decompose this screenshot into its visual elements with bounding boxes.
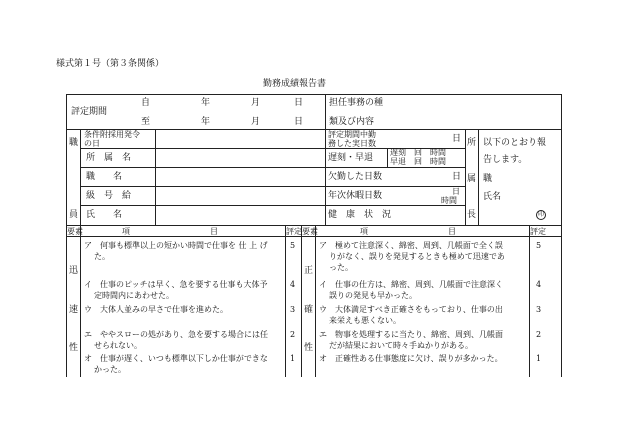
speed-score-d: 2 <box>290 330 296 339</box>
form-id: 様式第１号（第３条関係） <box>56 59 165 69</box>
month-label: 月 <box>251 98 261 108</box>
unit-day: 日 <box>452 134 462 144</box>
work-days-label: 務した実日数 <box>328 139 376 148</box>
accuracy-score-d: 2 <box>536 330 542 339</box>
late-count: 遅刻 回 時間 <box>390 148 446 157</box>
department-label: 所 属 名 <box>86 153 132 163</box>
period-label: 評定期間 <box>71 107 108 117</box>
speed-item-a: ア 何事も標準以上の短かい時間で仕事を 仕 上 げ <box>84 241 268 250</box>
header-element: 要素 <box>302 227 318 236</box>
speed-score-b: 4 <box>290 280 296 289</box>
element-speed-2: 速 <box>69 305 79 315</box>
element-accuracy-3: 性 <box>304 343 314 353</box>
unit-day: 日 <box>452 172 462 182</box>
seal-icon: 印 <box>537 211 544 218</box>
late-early-label: 遅刻・早退 <box>328 153 374 163</box>
element-accuracy-2: 確 <box>304 305 314 315</box>
speed-score-e: 1 <box>290 354 296 363</box>
speed-item-d: エ ややスローの処があり、急を要する場合には任 <box>84 330 268 339</box>
report-text: 告します。 <box>483 155 528 165</box>
to-label: 至 <box>141 117 151 127</box>
report-text: 以下のとおり報 <box>483 138 547 148</box>
position-label: 職 名 <box>86 172 123 182</box>
appointment-date-label: 条件附採用発令 <box>84 130 140 139</box>
unit-hour: 時間 <box>441 196 457 205</box>
header-element: 要素 <box>67 227 83 236</box>
side-label-in: 員 <box>69 210 79 220</box>
accuracy-item-b: 誤りの発見も早かった。 <box>329 291 417 300</box>
speed-score-a: 5 <box>290 241 296 250</box>
side-label-zoku: 属 <box>467 174 477 184</box>
accuracy-score-b: 4 <box>536 280 542 289</box>
header-item: 項 目 <box>122 227 218 236</box>
accuracy-score-c: 3 <box>536 305 542 314</box>
accuracy-item-a: った。 <box>329 263 353 272</box>
element-speed-3: 性 <box>69 343 79 353</box>
speed-item-c: ウ 大体人並みの早さで仕事を進めた。 <box>84 305 228 314</box>
day-label: 日 <box>294 117 304 127</box>
from-label: 自 <box>141 98 151 108</box>
accuracy-item-d: エ 物事を処理するに当たり、綿密、周到、几帳面 <box>319 330 503 339</box>
year-label: 年 <box>201 98 211 108</box>
speed-item-b: イ 仕事のピッチは早く、急を要する仕事も大体予 <box>84 280 268 289</box>
duty-label: 担任事務の種 <box>329 98 384 108</box>
header-item: 項 目 <box>360 227 456 236</box>
element-speed-1: 迅 <box>69 266 79 276</box>
unit-day: 日 <box>452 187 460 196</box>
leave-label: 年次休暇日数 <box>328 191 383 201</box>
page-title: 勤務成績報告書 <box>263 79 327 89</box>
accuracy-score-e: 1 <box>536 354 542 363</box>
accuracy-item-d: だが結果において時々手ぬかりがある。 <box>329 341 473 350</box>
accuracy-item-c: ウ 大体満足すべき正確さをもっており、仕事の出 <box>319 305 503 314</box>
accuracy-item-b: イ 仕事の仕方は、綿密、周到、几帳面で注意深く <box>319 280 503 289</box>
speed-item-d: せられない。 <box>94 341 142 350</box>
health-label: 健 康 状 況 <box>328 210 392 220</box>
header-score: 評定 <box>530 227 546 236</box>
supervisor-name-label: 氏名 <box>483 192 502 202</box>
supervisor-title-label: 職 <box>483 174 493 184</box>
name-label: 氏 名 <box>86 210 123 220</box>
side-label-cho: 長 <box>467 210 477 220</box>
speed-item-e: オ 仕事が遅く、いつも標準以下しか仕事ができな <box>84 354 268 363</box>
year-label: 年 <box>201 117 211 127</box>
accuracy-item-a: りがなく、誤りを発見するときも極めて迅速であ <box>329 252 505 261</box>
speed-item-a: た。 <box>94 252 110 261</box>
day-label: 日 <box>294 98 304 108</box>
duty-label: 類及び内容 <box>329 117 375 127</box>
accuracy-item-c: 来栄えも悪くない。 <box>329 316 401 325</box>
accuracy-item-a: ア 極めて注意深く、綿密、周到、几帳面で全く誤 <box>319 241 503 250</box>
speed-score-c: 3 <box>290 305 296 314</box>
absence-label: 欠勤した日数 <box>328 172 383 182</box>
accuracy-item-e: オ 正確性ある仕事態度に欠け、誤りが多かった。 <box>319 354 503 363</box>
side-label-shoku: 職 <box>69 138 79 148</box>
speed-item-b: 定時間内にあわせた。 <box>94 291 174 300</box>
early-count: 早退 回 時間 <box>390 157 446 166</box>
element-accuracy-1: 正 <box>304 266 314 276</box>
side-label-sho: 所 <box>467 138 477 148</box>
grade-label: 級 号 給 <box>86 191 132 201</box>
accuracy-score-a: 5 <box>536 241 542 250</box>
header-score: 評定 <box>286 227 302 236</box>
speed-item-e: かった。 <box>94 365 126 374</box>
work-days-label: 評定期間中勤 <box>328 130 376 139</box>
month-label: 月 <box>251 117 261 127</box>
appointment-date-label: の日 <box>84 139 100 148</box>
